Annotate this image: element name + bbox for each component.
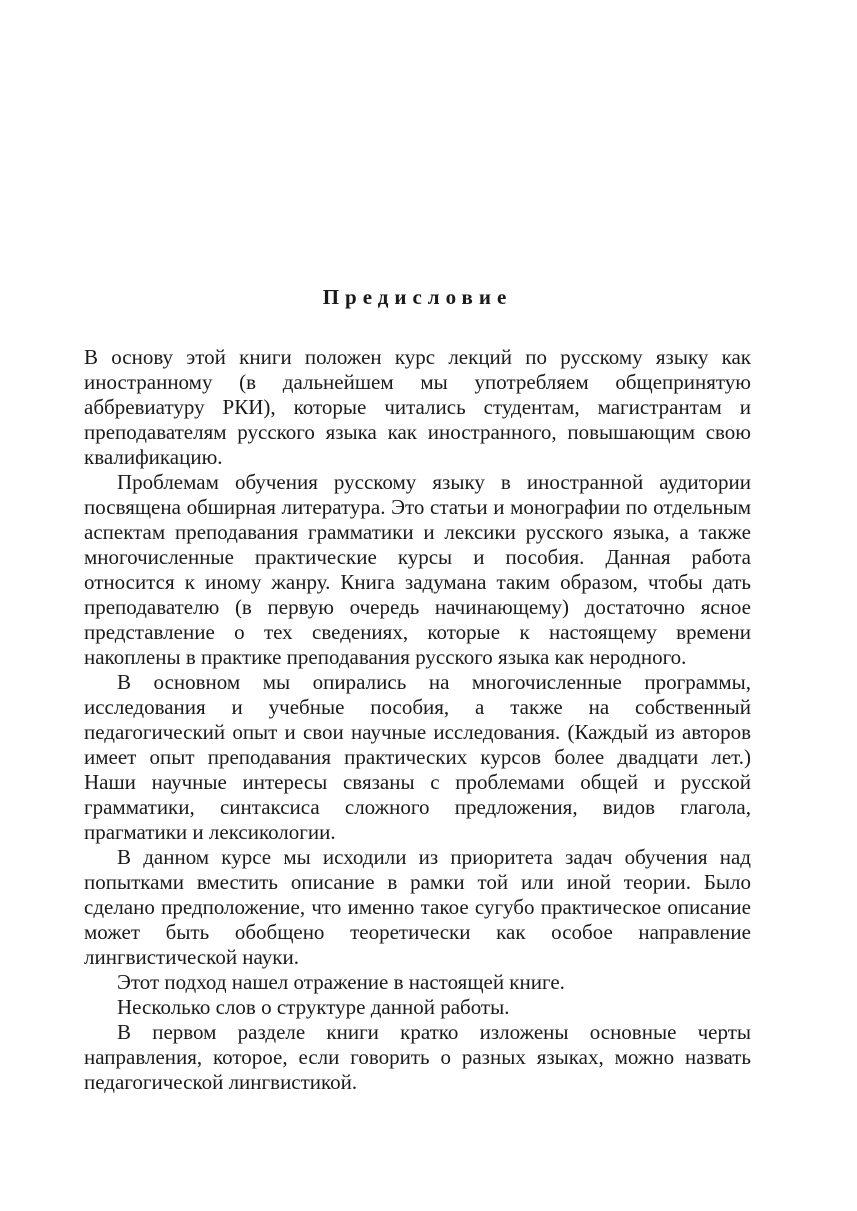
paragraph-5: Этот подход нашел отражение в настоящей книге. — [117, 970, 565, 994]
paragraph-3: В основном мы опирались на многочисленные программы, исследования и учебные пособия, а также на собственный педагогический опыт и свои научные исследования. (Каждый из авторов имеет опыт преподавания практических курсов более двадцати лет.) Наши научные интересы связаны с проблемами общей и русской грамматики, синтаксиса сложного предложения, видов глагола, прагматики и лексикологии. — [84, 670, 751, 844]
paragraph-4: В данном курсе мы исходили из приоритета задач обучения над попытками вместить описание в рамки той или иной теории. Было сделано предположение, что именно такое сугубо практическое описание может быть обобщено теоретически как особое направление лингвистической науки. — [84, 845, 751, 969]
paragraph-2: Проблемам обучения русскому языку в иностранной аудитории посвящена обширная литература. Это статьи и монографии по отдельным аспектам преподавания грамматики и лексики русского языка, а также многочисленные практические курсы и пособия. Данная работа относится к иному жанру. Книга задумана таким образом, чтобы дать преподавателю (в первую очередь начинающему) достаточно ясное представление о тех сведениях, которые к настоящему времени накоплены в практике преподавания русского языка как неродного. — [84, 470, 751, 669]
paragraph-1: В основу этой книги положен курс лекций по русскому языку как иностранному (в дальнейшем мы употребляем общепринятую аббревиатуру РКИ), которые читались студентам, магистрантам и преподавателям русского языка как иностранного, повышающим свою квалификацию. — [84, 345, 751, 469]
page-title: Предисловие — [322, 285, 513, 309]
paragraph-7: В первом разделе книги кратко изложены основные черты направления, которое, если говорить о разных языках, можно назвать педагогической лингвистикой. — [84, 1020, 751, 1094]
paragraph-6: Несколько слов о структуре данной работы. — [117, 995, 510, 1019]
preface-body — [84, 345, 751, 1095]
book-page — [84, 0, 751, 1211]
